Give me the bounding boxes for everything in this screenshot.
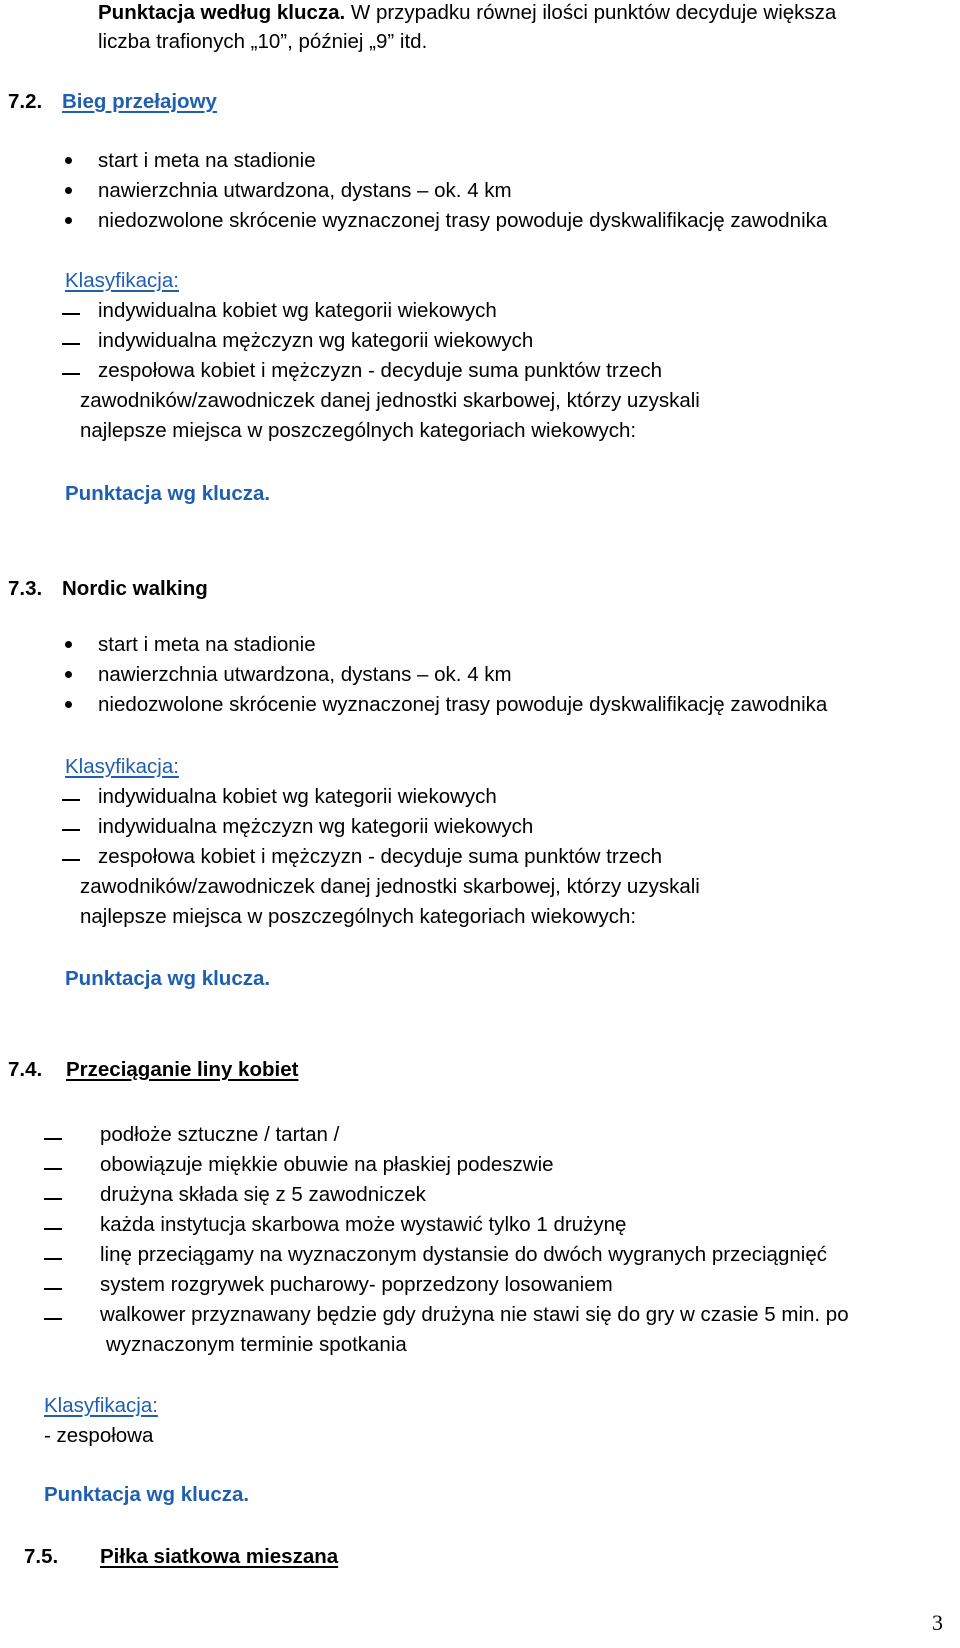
classification-label: Klasyfikacja:: [65, 269, 179, 292]
intro-line-2: liczba trafionych „10”, później „9” itd.: [98, 30, 428, 53]
bullet-icon: [65, 701, 72, 708]
dash-icon: [44, 1168, 62, 1170]
list-item: indywidualna kobiet wg kategorii wiekowych: [98, 299, 497, 322]
classification-label: Klasyfikacja:: [44, 1394, 158, 1417]
dash-icon: [44, 1318, 62, 1320]
bullet-icon: [65, 671, 72, 678]
scoring-note: Punktacja wg klucza.: [65, 482, 271, 505]
list-item-continuation: najlepsze miejsca w poszczególnych kategoriach wiekowych:: [80, 419, 637, 442]
section-title: Przeciąganie liny kobiet: [66, 1058, 299, 1081]
section-number: 7.2.: [8, 90, 43, 113]
list-item: indywidualna mężczyzn wg kategorii wiekowych: [98, 815, 534, 838]
classification-value: - zespołowa: [44, 1424, 154, 1447]
list-item: niedozwolone skrócenie wyznaczonej trasy powoduje dyskwalifikację zawodnika: [98, 693, 828, 716]
section-title: Nordic walking: [62, 577, 208, 600]
dash-icon: [62, 859, 80, 861]
section-title: Bieg przełajowy: [62, 90, 217, 113]
list-item: start i meta na stadionie: [98, 633, 316, 656]
list-item: obowiązuje miękkie obuwie na płaskiej podeszwie: [100, 1153, 554, 1176]
bullet-icon: [65, 187, 72, 194]
list-item: system rozgrywek pucharowy- poprzedzony losowaniem: [100, 1273, 613, 1296]
section-title: Piłka siatkowa mieszana: [100, 1545, 339, 1568]
list-item: indywidualna kobiet wg kategorii wiekowych: [98, 785, 497, 808]
dash-icon: [44, 1228, 62, 1230]
intro-bold: Punktacja według klucza.: [98, 1, 346, 24]
page-number: 3: [932, 1610, 943, 1635]
list-item: nawierzchnia utwardzona, dystans – ok. 4 km: [98, 179, 512, 202]
list-item: start i meta na stadionie: [98, 149, 316, 172]
dash-icon: [44, 1138, 62, 1140]
list-item-continuation: zawodników/zawodniczek danej jednostki skarbowej, którzy uzyskali: [80, 389, 700, 412]
dash-icon: [44, 1258, 62, 1260]
list-item: drużyna składa się z 5 zawodniczek: [100, 1183, 426, 1206]
dash-icon: [62, 829, 80, 831]
section-number: 7.4.: [8, 1058, 43, 1081]
dash-icon: [62, 313, 80, 315]
dash-icon: [62, 373, 80, 375]
bullet-icon: [65, 217, 72, 224]
list-item-continuation: najlepsze miejsca w poszczególnych kategoriach wiekowych:: [80, 905, 637, 928]
section-number: 7.5.: [24, 1545, 59, 1568]
list-item-continuation: wyznaczonym terminie spotkania: [106, 1333, 407, 1356]
dash-icon: [62, 799, 80, 801]
bullet-icon: [65, 641, 72, 648]
list-item-continuation: zawodników/zawodniczek danej jednostki skarbowej, którzy uzyskali: [80, 875, 700, 898]
list-item: nawierzchnia utwardzona, dystans – ok. 4 km: [98, 663, 512, 686]
list-item: zespołowa kobiet i mężczyzn - decyduje suma punktów trzech: [98, 845, 663, 868]
list-item: każda instytucja skarbowa może wystawić tylko 1 drużynę: [100, 1213, 627, 1236]
intro-rest: W przypadku równej ilości punktów decyduje większa: [345, 1, 837, 24]
section-number: 7.3.: [8, 577, 43, 600]
intro-line-1: [98, 0, 836, 26]
dash-icon: [44, 1288, 62, 1290]
list-item: linę przeciągamy na wyznaczonym dystansie do dwóch wygranych przeciągnięć: [100, 1243, 827, 1266]
list-item: indywidualna mężczyzn wg kategorii wiekowych: [98, 329, 534, 352]
bullet-icon: [65, 157, 72, 164]
list-item: podłoże sztuczne / tartan /: [100, 1123, 340, 1146]
scoring-note: Punktacja wg klucza.: [44, 1483, 250, 1506]
scoring-note: Punktacja wg klucza.: [65, 967, 271, 990]
list-item: walkower przyznawany będzie gdy drużyna nie stawi się do gry w czasie 5 min. po: [100, 1303, 849, 1326]
list-item: niedozwolone skrócenie wyznaczonej trasy powoduje dyskwalifikację zawodnika: [98, 209, 828, 232]
dash-icon: [44, 1198, 62, 1200]
dash-icon: [62, 343, 80, 345]
classification-label: Klasyfikacja:: [65, 755, 179, 778]
list-item: zespołowa kobiet i mężczyzn - decyduje suma punktów trzech: [98, 359, 663, 382]
